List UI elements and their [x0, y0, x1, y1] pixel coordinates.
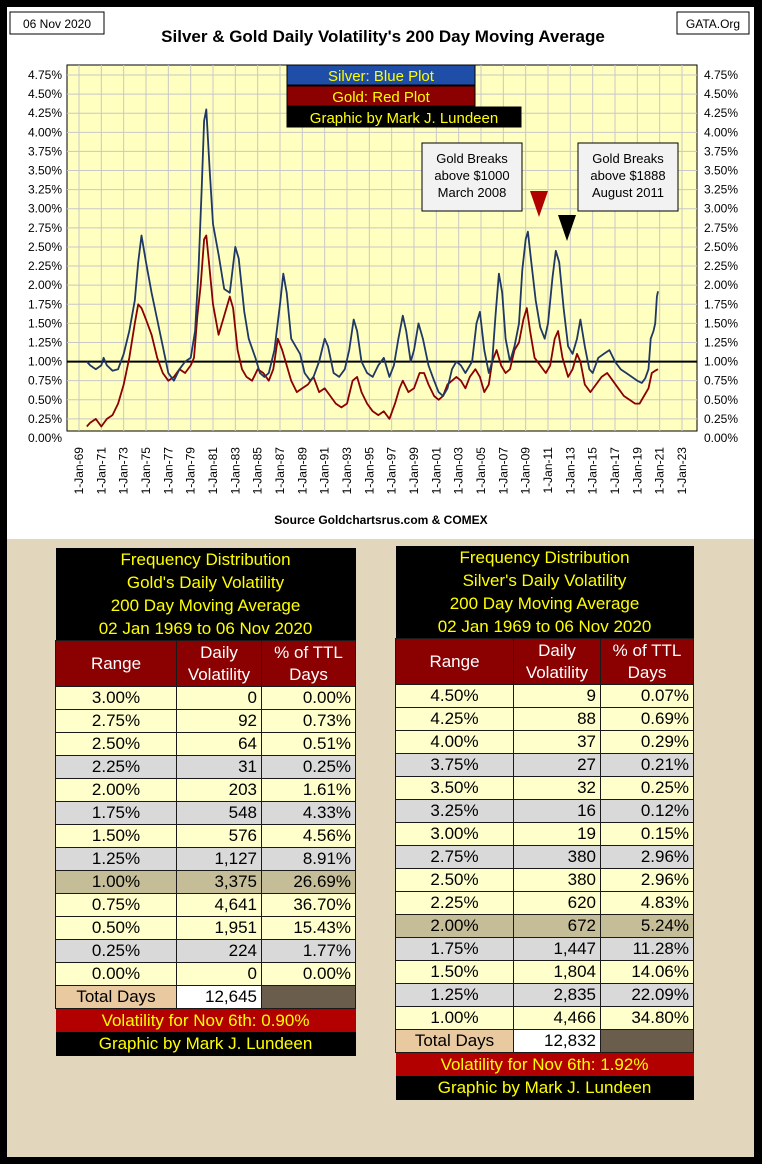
- col-header-pct: % of TTL Days: [262, 641, 356, 687]
- y-tick-label: 2.75%: [27, 220, 62, 235]
- table-row: [396, 869, 694, 892]
- cell-count: 37: [514, 731, 601, 754]
- x-tick-label: 1-Jan-11: [541, 447, 555, 494]
- y-tick-label: 4.00%: [27, 125, 62, 140]
- table-row: [56, 710, 356, 733]
- gold-frequency-table: [55, 548, 356, 1056]
- y-tick-label: 3.00%: [27, 201, 62, 216]
- y-tick-label: 0.00%: [27, 431, 62, 445]
- y-tick-label: 3.00%: [704, 201, 739, 216]
- col-header-volatility: Daily Volatility: [177, 641, 262, 687]
- table-row: [56, 848, 356, 871]
- volatility-today: Volatility for Nov 6th: 0.90%: [56, 1009, 356, 1033]
- table-title-line: 200 Day Moving Average: [56, 594, 356, 617]
- cell-count: 31: [177, 756, 262, 779]
- x-tick-label: 1-Jan-15: [585, 447, 600, 495]
- table-row: [56, 871, 356, 894]
- x-tick-label: 1-Jan-75: [139, 447, 153, 495]
- y-tick-label: 4.25%: [27, 106, 62, 121]
- table-title-line: 02 Jan 1969 to 06 Nov 2020: [396, 615, 694, 639]
- x-tick-label: 1-Jan-85: [250, 447, 265, 495]
- y-tick-label: 1.00%: [27, 354, 62, 369]
- table-row: [396, 754, 694, 777]
- cell-range: 2.75%: [56, 710, 177, 733]
- x-tick-label: 1-Jan-07: [496, 447, 511, 495]
- table-row: [56, 825, 356, 848]
- x-tick-label: 1-Jan-13: [563, 447, 578, 495]
- cell-range: 1.75%: [56, 802, 177, 825]
- cell-count: 548: [177, 802, 262, 825]
- y-tick-label: 0.00%: [704, 431, 739, 445]
- table-row: [396, 800, 694, 823]
- cell-pct: 1.77%: [262, 940, 356, 963]
- total-value: 12,645: [177, 986, 262, 1009]
- col-header-range: Range: [56, 641, 177, 687]
- cell-pct: 2.96%: [601, 869, 694, 892]
- cell-count: 203: [177, 779, 262, 802]
- cell-count: 9: [514, 685, 601, 708]
- y-tick-label: 0.50%: [704, 392, 739, 407]
- annotation-2008: [422, 143, 522, 211]
- cell-range: 0.25%: [56, 940, 177, 963]
- x-tick-label: 1-Jan-81: [206, 447, 220, 495]
- cell-count: 1,951: [177, 917, 262, 940]
- legend-gold: Gold: Red Plot: [332, 89, 430, 106]
- table-row: [396, 961, 694, 984]
- cell-range: 2.25%: [56, 756, 177, 779]
- cell-pct: 2.96%: [601, 846, 694, 869]
- table-row: [396, 938, 694, 961]
- table-row: [56, 894, 356, 917]
- table-row: [56, 687, 356, 710]
- table-row: [396, 708, 694, 731]
- annotation-2011: [578, 143, 678, 211]
- x-tick-label: 1-Jan-83: [228, 447, 243, 495]
- cell-pct: 22.09%: [601, 984, 694, 1007]
- x-tick-label: 1-Jan-91: [317, 447, 332, 495]
- tables-panel: [7, 539, 754, 1157]
- y-tick-label: 0.25%: [704, 411, 739, 426]
- cell-range: 4.50%: [396, 685, 514, 708]
- cell-count: 224: [177, 940, 262, 963]
- cell-pct: 0.00%: [262, 687, 356, 710]
- y-tick-label: 2.50%: [704, 239, 739, 254]
- cell-range: 2.00%: [56, 779, 177, 802]
- cell-range: 0.50%: [56, 917, 177, 940]
- y-tick-label: 4.00%: [704, 125, 739, 140]
- table-title-line: 200 Day Moving Average: [396, 592, 694, 615]
- chart-panel: [7, 7, 754, 539]
- y-tick-label: 2.25%: [704, 259, 739, 274]
- table-title-line: Silver's Daily Volatility: [396, 569, 694, 592]
- cell-count: 64: [177, 733, 262, 756]
- cell-pct: 8.91%: [262, 848, 356, 871]
- table-row: [396, 984, 694, 1007]
- x-tick-label: 1-Jan-05: [474, 447, 488, 495]
- y-tick-label: 0.25%: [27, 411, 62, 426]
- annotation-2011-line1: Gold Breaks: [592, 151, 664, 166]
- cell-count: 0: [177, 687, 262, 710]
- cell-range: 1.00%: [396, 1007, 514, 1030]
- y-tick-label: 2.00%: [27, 278, 62, 293]
- cell-count: 19: [514, 823, 601, 846]
- total-label: Total Days: [56, 986, 177, 1009]
- cell-range: 1.50%: [56, 825, 177, 848]
- volatility-today: Volatility for Nov 6th: 1.92%: [396, 1053, 694, 1077]
- cell-range: 3.00%: [56, 687, 177, 710]
- x-tick-label: 1-Jan-19: [630, 447, 645, 495]
- total-row: [396, 1030, 694, 1053]
- cell-count: 672: [514, 915, 601, 938]
- y-tick-label: 1.75%: [704, 297, 739, 312]
- annotation-2008-line1: Gold Breaks: [436, 151, 508, 166]
- cell-pct: 4.56%: [262, 825, 356, 848]
- table-title-line: Gold's Daily Volatility: [56, 571, 356, 594]
- x-tick-label: 1-Jan-21: [652, 447, 667, 495]
- table-row: [56, 917, 356, 940]
- cell-count: 1,804: [514, 961, 601, 984]
- cell-pct: 26.69%: [262, 871, 356, 894]
- cell-pct: 0.15%: [601, 823, 694, 846]
- y-tick-label: 4.75%: [704, 68, 739, 82]
- cell-pct: 4.33%: [262, 802, 356, 825]
- cell-range: 0.75%: [56, 894, 177, 917]
- y-tick-label: 3.25%: [27, 182, 62, 197]
- legend-silver: Silver: Blue Plot: [328, 68, 434, 85]
- x-tick-label: 1-Jan-01: [429, 447, 444, 495]
- x-tick-label: 1-Jan-89: [295, 447, 310, 495]
- x-tick-label: 1-Jan-73: [116, 447, 131, 495]
- cell-count: 27: [514, 754, 601, 777]
- cell-range: 4.00%: [396, 731, 514, 754]
- table-row: [396, 1007, 694, 1030]
- x-tick-label: 1-Jan-77: [161, 447, 176, 495]
- y-tick-label: 2.25%: [27, 259, 62, 274]
- cell-range: 1.75%: [396, 938, 514, 961]
- x-tick-label: 1-Jan-95: [362, 447, 377, 495]
- cell-range: 0.00%: [56, 963, 177, 986]
- cell-pct: 14.06%: [601, 961, 694, 984]
- col-header-range: Range: [396, 639, 514, 685]
- cell-count: 4,641: [177, 894, 262, 917]
- volatility-chart: [7, 7, 754, 539]
- header-date-box: [10, 12, 104, 34]
- cell-count: 380: [514, 869, 601, 892]
- cell-pct: 11.28%: [601, 938, 694, 961]
- y-tick-label: 3.75%: [704, 144, 739, 159]
- cell-range: 1.25%: [56, 848, 177, 871]
- silver-frequency-table: [395, 546, 694, 1100]
- cell-pct: 0.51%: [262, 733, 356, 756]
- table-credit: Graphic by Mark J. Lundeen: [56, 1032, 356, 1056]
- cell-range: 2.75%: [396, 846, 514, 869]
- header-date: 06 Nov 2020: [22, 17, 92, 31]
- x-tick-label: 1-Jan-23: [675, 447, 689, 495]
- chart-source: Source Goldchartsrus.com & COMEX: [274, 513, 488, 527]
- table-row: [396, 915, 694, 938]
- total-blank: [601, 1030, 694, 1053]
- x-tick-label: 1-Jan-99: [407, 447, 421, 495]
- cell-pct: 0.07%: [601, 685, 694, 708]
- cell-pct: 5.24%: [601, 915, 694, 938]
- cell-pct: 0.21%: [601, 754, 694, 777]
- cell-count: 16: [514, 800, 601, 823]
- cell-count: 620: [514, 892, 601, 915]
- table-title-line: Frequency Distribution: [56, 548, 356, 571]
- cell-pct: 0.69%: [601, 708, 694, 731]
- cell-count: 4,466: [514, 1007, 601, 1030]
- total-label: Total Days: [396, 1030, 514, 1053]
- x-tick-label: 1-Jan-79: [183, 447, 198, 495]
- cell-count: 92: [177, 710, 262, 733]
- cell-range: 3.00%: [396, 823, 514, 846]
- cell-pct: 0.25%: [262, 756, 356, 779]
- table-row: [396, 892, 694, 915]
- header-site: GATA.Org: [685, 17, 741, 31]
- y-tick-label: 3.75%: [27, 144, 62, 159]
- total-blank: [262, 986, 356, 1009]
- y-tick-label: 3.50%: [27, 163, 62, 178]
- cell-range: 2.25%: [396, 892, 514, 915]
- x-tick-label: 1-Jan-71: [94, 447, 109, 495]
- cell-range: 2.50%: [56, 733, 177, 756]
- cell-pct: 0.12%: [601, 800, 694, 823]
- cell-count: 1,447: [514, 938, 601, 961]
- cell-range: 4.25%: [396, 708, 514, 731]
- y-tick-label: 4.50%: [704, 87, 739, 102]
- cell-range: 1.50%: [396, 961, 514, 984]
- y-tick-label: 1.50%: [27, 316, 62, 331]
- cell-count: 88: [514, 708, 601, 731]
- table-row: [396, 846, 694, 869]
- y-tick-label: 2.50%: [27, 239, 62, 254]
- cell-pct: 0.25%: [601, 777, 694, 800]
- cell-pct: 0.00%: [262, 963, 356, 986]
- y-tick-label: 1.00%: [704, 354, 739, 369]
- y-tick-label: 0.75%: [27, 373, 62, 388]
- cell-count: 3,375: [177, 871, 262, 894]
- y-tick-label: 0.75%: [704, 373, 739, 388]
- cell-pct: 15.43%: [262, 917, 356, 940]
- total-value: 12,832: [514, 1030, 601, 1053]
- legend-credit: Graphic by Mark J. Lundeen: [309, 110, 499, 127]
- x-tick-label: 1-Jan-69: [72, 447, 86, 495]
- cell-range: 3.50%: [396, 777, 514, 800]
- annotation-2011-line2: above $1888: [590, 168, 666, 183]
- annotation-2008-line2: above $1000: [434, 168, 510, 183]
- y-tick-label: 1.25%: [704, 335, 739, 350]
- table-credit: Graphic by Mark J. Lundeen: [396, 1076, 694, 1100]
- cell-range: 1.00%: [56, 871, 177, 894]
- cell-count: 380: [514, 846, 601, 869]
- cell-pct: 0.29%: [601, 731, 694, 754]
- col-header-volatility: Daily Volatility: [514, 639, 601, 685]
- cell-pct: 36.70%: [262, 894, 356, 917]
- x-tick-label: 1-Jan-03: [451, 447, 466, 495]
- cell-count: 576: [177, 825, 262, 848]
- table-row: [56, 940, 356, 963]
- y-tick-label: 2.00%: [704, 278, 739, 293]
- y-tick-label: 4.50%: [27, 87, 62, 102]
- annotation-2008-line3: March 2008: [437, 185, 507, 200]
- y-tick-label: 1.75%: [27, 297, 62, 312]
- cell-range: 2.50%: [396, 869, 514, 892]
- table-title-line: 02 Jan 1969 to 06 Nov 2020: [56, 617, 356, 641]
- cell-pct: 4.83%: [601, 892, 694, 915]
- cell-range: 3.25%: [396, 800, 514, 823]
- cell-pct: 1.61%: [262, 779, 356, 802]
- y-tick-label: 1.50%: [704, 316, 739, 331]
- y-tick-label: 3.25%: [704, 182, 739, 197]
- y-tick-label: 4.75%: [27, 68, 62, 82]
- y-tick-label: 3.50%: [704, 163, 739, 178]
- total-row: [56, 986, 356, 1009]
- cell-pct: 0.73%: [262, 710, 356, 733]
- chart-title: Silver & Gold Daily Volatility's 200 Day Moving Average: [161, 27, 605, 46]
- table-row: [56, 779, 356, 802]
- table-row: [56, 733, 356, 756]
- cell-count: 1,127: [177, 848, 262, 871]
- x-tick-label: 1-Jan-17: [608, 447, 622, 495]
- table-row: [56, 756, 356, 779]
- cell-count: 32: [514, 777, 601, 800]
- x-tick-label: 1-Jan-09: [518, 447, 533, 495]
- x-tick-label: 1-Jan-97: [384, 447, 399, 495]
- table-row: [56, 802, 356, 825]
- annotation-2011-line3: August 2011: [591, 185, 665, 200]
- table-row: [396, 777, 694, 800]
- table-title-line: Frequency Distribution: [396, 546, 694, 569]
- cell-range: 3.75%: [396, 754, 514, 777]
- cell-pct: 34.80%: [601, 1007, 694, 1030]
- x-tick-label: 1-Jan-87: [273, 447, 287, 495]
- header-site-box: [677, 12, 749, 34]
- cell-count: 0: [177, 963, 262, 986]
- y-tick-label: 0.50%: [27, 392, 62, 407]
- table-row: [396, 685, 694, 708]
- y-tick-label: 2.75%: [704, 220, 739, 235]
- x-tick-label: 1-Jan-93: [340, 447, 354, 495]
- y-tick-label: 4.25%: [704, 106, 739, 121]
- col-header-pct: % of TTL Days: [601, 639, 694, 685]
- cell-range: 2.00%: [396, 915, 514, 938]
- table-row: [396, 731, 694, 754]
- cell-count: 2,835: [514, 984, 601, 1007]
- y-tick-label: 1.25%: [27, 335, 62, 350]
- table-row: [56, 963, 356, 986]
- cell-range: 1.25%: [396, 984, 514, 1007]
- table-row: [396, 823, 694, 846]
